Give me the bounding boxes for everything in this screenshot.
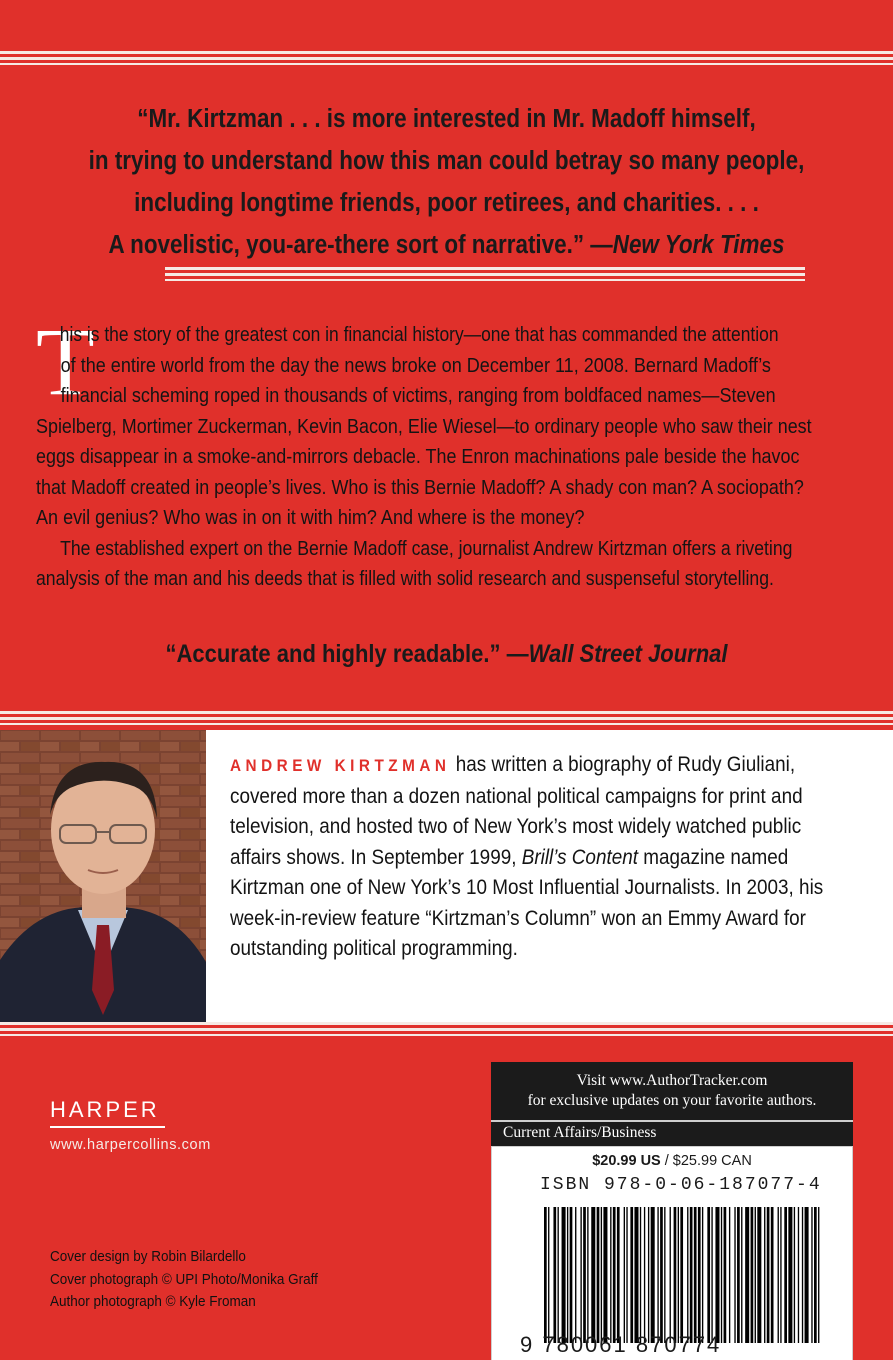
barcode-bar: [702, 1207, 703, 1343]
barcode-bar: [778, 1207, 779, 1343]
barcode-bar: [591, 1207, 595, 1343]
quote-line: including longtime friends, poor retirees, and charities. . . .: [134, 189, 759, 217]
quote-line: A novelistic, you-are-there sort of narrative.” —New York Times: [108, 231, 785, 259]
barcode-bar: [674, 1207, 677, 1343]
author-bio: [230, 750, 860, 965]
quote-source: New York Times: [612, 231, 785, 259]
barcode-bar: [755, 1207, 756, 1343]
author-tracker-box: [491, 1062, 853, 1360]
barcode-bar: [721, 1207, 722, 1343]
barcode-bar: [724, 1207, 727, 1343]
description-line: eggs disappear in a smoke-and-mirrors debacle. The Enron machinations pale beside the havoc: [36, 445, 800, 468]
credit-line: Cover design by Robin Bilardello: [50, 1248, 246, 1265]
description-line: The established expert on the Bernie Madoff case, journalist Andrew Kirtzman offers a riveting: [60, 536, 793, 560]
author-top-stripes: [0, 711, 893, 725]
barcode-bar: [690, 1207, 693, 1343]
tracker-message: Visit www.AuthorTracker.com for exclusive updates on your favorite authors.: [491, 1062, 853, 1120]
barcode-bar: [597, 1207, 600, 1343]
barcode-bar: [794, 1207, 795, 1343]
barcode-bar: [741, 1207, 742, 1343]
logo-rule: [50, 1126, 165, 1128]
barcode-bar: [802, 1207, 803, 1343]
barcode-bar: [737, 1207, 740, 1343]
bio-line: outstanding political programming.: [230, 937, 518, 960]
barcode-bar: [657, 1207, 658, 1343]
barcode-bar: [687, 1207, 688, 1343]
description-line: his is the story of the greatest con in financial history—one that has commanded the attention: [59, 323, 779, 346]
barcode-bar: [715, 1207, 719, 1343]
price-label: $20.99 US / $25.99 CAN: [592, 1153, 752, 1169]
barcode-bar: [767, 1207, 770, 1343]
barcode-bar: [745, 1207, 749, 1343]
barcode-bar: [680, 1207, 683, 1343]
barcode-bar: [580, 1207, 581, 1343]
barcode-box: [491, 1146, 853, 1360]
barcode-bar: [805, 1207, 809, 1343]
barcode-bar: [660, 1207, 663, 1343]
bio-line: week-in-review feature “Kirtzman’s Column” won an Emmy Award for: [230, 906, 806, 930]
barcode-bar: [811, 1207, 812, 1343]
barcode-bar: [548, 1207, 549, 1343]
barcode-bar: [757, 1207, 761, 1343]
bio-line: television, and hosted two of New York’s most widely watched public: [230, 815, 802, 838]
barcode-bar: [624, 1207, 625, 1343]
barcode-bar: [601, 1207, 602, 1343]
barcode-bar: [570, 1207, 573, 1343]
barcode-bar: [764, 1207, 765, 1343]
barcode-bar: [707, 1207, 710, 1343]
top-review-quote: [80, 98, 813, 266]
barcode-bar: [575, 1207, 576, 1343]
description-line: financial scheming roped in thousands of victims, ranging from boldfaced names—Steven: [60, 384, 776, 407]
barcode-bar: [734, 1207, 735, 1343]
cover-credits: [50, 1246, 318, 1314]
barcode-bar: [610, 1207, 611, 1343]
book-description: [36, 308, 866, 595]
description-line: that Madoff created in people’s lives. Who is this Bernie Madoff? A shady con man? A sociopath?: [36, 475, 804, 499]
description-line: An evil genius? Who was in on it with him? And where is the money?: [36, 506, 585, 529]
barcode-bar: [634, 1207, 638, 1343]
publisher-url[interactable]: www.harpercollins.com: [50, 1137, 211, 1153]
barcode-bar: [798, 1207, 799, 1343]
barcode-bar: [558, 1207, 559, 1343]
barcode-bar: [670, 1207, 671, 1343]
mid-review-quote: “Accurate and highly readable.” —Wall Street Journal: [165, 640, 728, 668]
top-stripes: [0, 51, 893, 65]
barcode-bar: [664, 1207, 665, 1343]
quote-line: “Mr. Kirtzman . . . is more interested in Mr. Madoff himself,: [137, 105, 756, 133]
author-section: [0, 730, 893, 1022]
barcode-bar: [567, 1207, 568, 1343]
barcode-bar: [729, 1207, 730, 1343]
barcode-bar: [780, 1207, 781, 1343]
barcode-digits: 9 780061 870774: [520, 1332, 722, 1357]
barcode-bar: [698, 1207, 701, 1343]
barcode-bar: [678, 1207, 679, 1343]
barcode-bar: [644, 1207, 645, 1343]
drop-cap: T: [36, 308, 95, 415]
barcode-bar: [562, 1207, 566, 1343]
barcode-bar: [553, 1207, 556, 1343]
barcode-bar: [583, 1207, 586, 1343]
category-label: Current Affairs/Business: [491, 1120, 853, 1146]
barcode-bar: [788, 1207, 792, 1343]
barcode-bar: [587, 1207, 588, 1343]
barcode-bar: [544, 1207, 547, 1343]
barcode-bar: [626, 1207, 627, 1343]
bio-line: ANDREW KIRTZMAN has written a biography of Rudy Giuliani,: [230, 753, 796, 776]
description-line: analysis of the man and his deeds that is filled with solid research and suspenseful storytelling.: [36, 567, 774, 590]
barcode-bar: [640, 1207, 641, 1343]
barcode-bar: [603, 1207, 607, 1343]
barcode-bar: [784, 1207, 787, 1343]
barcode-bar: [818, 1207, 819, 1343]
bio-line: Kirtzman one of New York’s 10 Most Influential Journalists. In 2003, his: [230, 876, 824, 899]
quote-stripes: [165, 267, 805, 281]
author-portrait-image: [0, 730, 206, 1022]
barcode-bar: [751, 1207, 754, 1343]
quote-line: in trying to understand how this man could betray so many people,: [88, 147, 805, 175]
bio-line: affairs shows. In September 1999, Brill’s Content magazine named: [230, 845, 789, 869]
barcode-bar: [630, 1207, 633, 1343]
author-name: ANDREW KIRTZMAN: [230, 756, 451, 775]
barcode-bar: [771, 1207, 774, 1343]
publisher-logo: HARPER: [50, 1097, 160, 1122]
barcode-bar: [617, 1207, 620, 1343]
author-bottom-stripes: [0, 1022, 893, 1036]
credit-line: Author photograph © Kyle Froman: [50, 1293, 256, 1310]
barcode-bar: [648, 1207, 649, 1343]
quote-source: Wall Street Journal: [528, 640, 728, 668]
author-photo: [0, 730, 206, 1022]
barcode-bar: [814, 1207, 817, 1343]
credit-line: Cover photograph © UPI Photo/Monika Graff: [50, 1270, 318, 1288]
bio-line: covered more than a dozen national political campaigns for print and: [230, 784, 803, 808]
barcode-bar: [651, 1207, 655, 1343]
barcode-bar: [694, 1207, 697, 1343]
barcode-image: [544, 1207, 821, 1343]
description-line: Spielberg, Mortimer Zuckerman, Kevin Bacon, Elie Wiesel—to ordinary people who saw their nest: [36, 414, 812, 438]
description-line: of the entire world from the day the news broke on December 11, 2008. Bernard Madoff’s: [60, 353, 771, 377]
isbn-label: ISBN 978-0-06-187077-4: [540, 1175, 822, 1195]
barcode-bar: [613, 1207, 616, 1343]
barcode-bar: [711, 1207, 712, 1343]
